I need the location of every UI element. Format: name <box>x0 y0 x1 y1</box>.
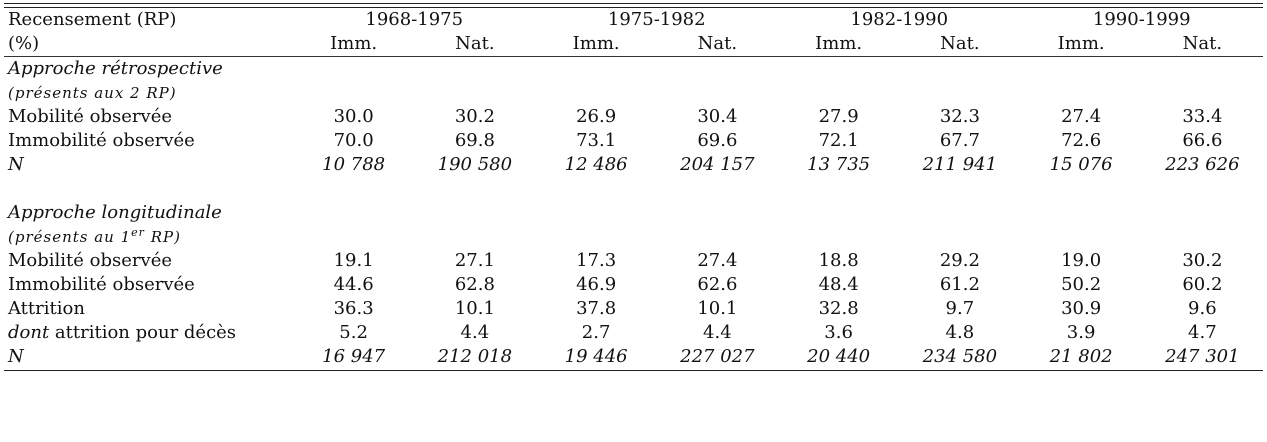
table-row <box>4 105 1263 129</box>
table-cell: 66.6 <box>1182 130 1223 151</box>
table-cell: 247 301 <box>1165 346 1240 367</box>
table-cell: 4.4 <box>460 322 490 343</box>
retro-subtitle-row <box>4 81 1263 105</box>
table-cell: 13 735 <box>807 154 871 175</box>
table-cell: 17.3 <box>576 250 617 271</box>
table-cell: 16 947 <box>322 346 386 367</box>
table-cell: 30.4 <box>697 106 738 127</box>
table-cell: 4.4 <box>703 322 732 343</box>
table-row <box>4 321 1263 345</box>
table-cell: 50.2 <box>1061 274 1102 295</box>
table-cell: 60.2 <box>1182 274 1223 295</box>
table-cell: 19.1 <box>333 250 374 271</box>
table-cell: 44.6 <box>333 274 374 295</box>
retro-section-title: Approche rétrospective <box>8 58 223 79</box>
table-cell: 10 788 <box>322 154 386 175</box>
period-1990-1999: 1990-1999 <box>1092 9 1191 30</box>
row-label: Attrition <box>8 298 85 319</box>
retro-section-subtitle: (présents aux 2 RP) <box>8 84 177 102</box>
row-label: N <box>8 346 24 367</box>
table-cell: 19.0 <box>1061 250 1102 271</box>
table-cell: 9.7 <box>945 298 975 319</box>
table-row <box>4 273 1263 297</box>
header-row-subheads <box>4 32 1263 57</box>
table-row <box>4 129 1263 153</box>
table-cell: 27.4 <box>697 250 738 271</box>
table-cell: 30.9 <box>1061 298 1102 319</box>
table-cell: 32.3 <box>939 106 980 127</box>
table-cell: 69.8 <box>454 130 495 151</box>
table-cell: 30.2 <box>454 106 495 127</box>
table-cell: 30.0 <box>333 106 374 127</box>
table-cell: 36.3 <box>333 298 374 319</box>
table-cell: 223 626 <box>1165 154 1240 175</box>
spacer-row <box>4 177 1263 201</box>
row-label: dont attrition pour décès <box>8 322 237 343</box>
table-cell: 67.7 <box>939 130 980 151</box>
table-cell: 3.9 <box>1066 322 1096 343</box>
table-cell: 212 018 <box>437 346 513 367</box>
table-cell: 4.8 <box>945 322 975 343</box>
table-cell: 12 486 <box>564 154 628 175</box>
table-cell: 18.8 <box>818 250 859 271</box>
table-cell: 27.4 <box>1061 106 1102 127</box>
row-label: Mobilité observée <box>8 250 172 271</box>
table-row <box>4 297 1263 321</box>
longi-subtitle-row <box>4 225 1263 249</box>
table-cell: 15 076 <box>1049 154 1113 175</box>
subhead: Imm. <box>778 32 899 57</box>
table-cell: 72.1 <box>818 130 859 151</box>
longi-section-subtitle: (présents au 1er RP) <box>8 226 181 246</box>
table-cell: 10.1 <box>454 298 495 319</box>
table-cell: 46.9 <box>576 274 617 295</box>
longi-section-title: Approche longitudinale <box>8 202 222 223</box>
period-1982-1990: 1982-1990 <box>850 9 949 30</box>
table-cell: 234 580 <box>922 346 998 367</box>
header-row-periods <box>4 8 1263 32</box>
subhead: Imm. <box>293 32 414 57</box>
table-cell: 27.1 <box>454 250 495 271</box>
table-cell: 72.6 <box>1061 130 1102 151</box>
period-1968-1975: 1968-1975 <box>365 9 464 30</box>
table-cell: 19 446 <box>564 346 628 367</box>
table-row <box>4 153 1263 177</box>
data-table <box>4 8 1263 369</box>
table-cell: 61.2 <box>939 274 980 295</box>
table-cell: 10.1 <box>697 298 738 319</box>
table-row <box>4 345 1263 369</box>
retro-title-row <box>4 57 1263 82</box>
row-label: Immobilité observée <box>8 130 195 151</box>
table-cell: 62.8 <box>454 274 495 295</box>
table-cell: 20 440 <box>807 346 871 367</box>
header-percent-label: (%) <box>4 32 293 57</box>
subhead: Nat. <box>657 32 778 57</box>
table-cell: 30.2 <box>1182 250 1223 271</box>
table-cell: 2.7 <box>581 322 611 343</box>
table-cell: 21 802 <box>1049 346 1113 367</box>
table-row <box>4 249 1263 273</box>
subhead: Imm. <box>536 32 657 57</box>
bottom-rule <box>4 370 1263 371</box>
table-cell: 29.2 <box>939 250 980 271</box>
row-label: Mobilité observée <box>8 106 172 127</box>
table-cell: 48.4 <box>818 274 859 295</box>
period-1975-1982: 1975-1982 <box>607 9 706 30</box>
table-cell: 70.0 <box>333 130 374 151</box>
table-cell: 4.7 <box>1188 322 1217 343</box>
table-cell: 190 580 <box>437 154 513 175</box>
table-cell: 62.6 <box>697 274 738 295</box>
table-cell: 9.6 <box>1188 298 1217 319</box>
table-cell: 211 941 <box>922 154 998 175</box>
table-cell: 27.9 <box>818 106 859 127</box>
table-cell: 73.1 <box>576 130 617 151</box>
table-cell: 32.8 <box>818 298 859 319</box>
table-cell: 33.4 <box>1182 106 1223 127</box>
subhead: Imm. <box>1021 32 1142 57</box>
table-cell: 3.6 <box>824 322 853 343</box>
row-label: Immobilité observée <box>8 274 195 295</box>
header-census-label: Recensement (RP) <box>8 9 177 30</box>
subhead: Nat. <box>899 32 1020 57</box>
subhead: Nat. <box>414 32 535 57</box>
row-label: N <box>8 154 24 175</box>
mobility-table <box>4 0 1263 371</box>
table-cell: 5.2 <box>339 322 368 343</box>
table-cell: 37.8 <box>576 298 617 319</box>
table-cell: 204 157 <box>680 154 755 175</box>
table-cell: 69.6 <box>697 130 738 151</box>
table-cell: 26.9 <box>576 106 617 127</box>
table-cell: 227 027 <box>680 346 755 367</box>
longi-title-row <box>4 201 1263 225</box>
subhead: Nat. <box>1142 32 1263 57</box>
